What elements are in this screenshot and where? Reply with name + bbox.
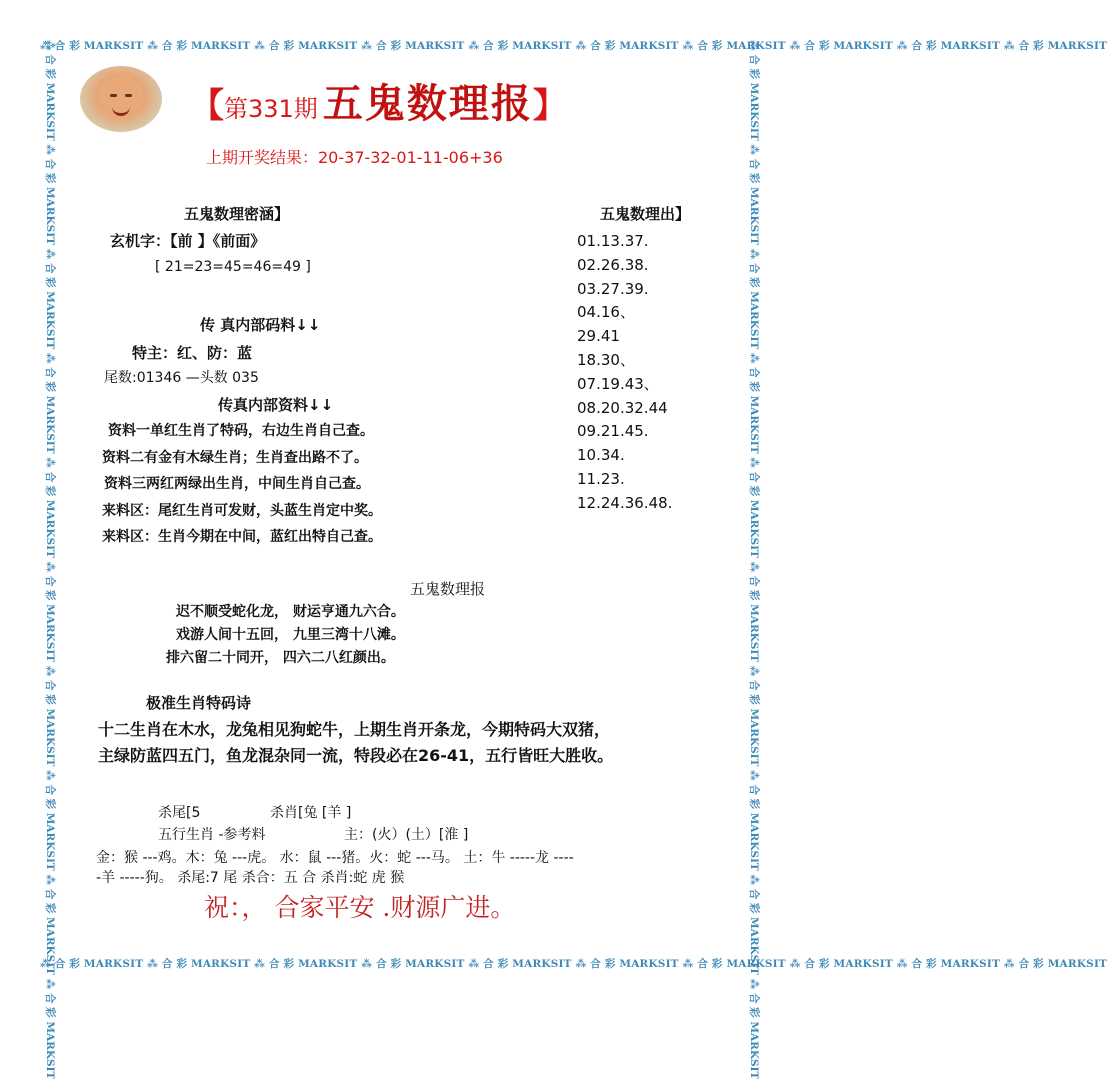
last-result: 上期开奖结果：20-37-32-01-11-06+36 [206,148,503,167]
tezhu-text: 特主：红、防：蓝 [132,344,253,362]
number-item: 29.41 [577,327,620,346]
number-item: 08.20.32.44 [577,398,668,417]
number-item: 12.24.36.48. [577,493,673,512]
wuxing-detail-2: -羊 -----狗。 杀尾:7 尾 杀合：五 合 杀肖:蛇 虎 猴 [96,870,405,886]
zodiac-line-2: 主绿防蓝四五门，鱼龙混杂同一流，特段必在26-41，五行皆旺大胜收。 [98,746,614,765]
number-item: 10.34. [577,446,625,465]
ziliao-2: 资料二有金有木绿生肖；生肖查出路不了。 [102,450,368,466]
number-item: 04.16、 [577,303,635,322]
shawei-text: 杀尾[5 [158,805,201,821]
issue-number: 第331期 [224,95,318,123]
blessing-text: 祝：， 合家平安 .财源广进。 [204,893,516,922]
ziliao-3: 资料三两红两绿出生肖，中间生肖自己查。 [104,476,370,492]
border-top: ⁂ 合 彩 MARKSIT ⁂ 合 彩 MARKSIT ⁂ 合 彩 MARKSIT ⁂ 合 彩 MARKSIT ⁂ 合 彩 MARKSIT ⁂ 合 彩 MARKSIT ⁂ 合 彩 MARKSIT ⁂ 合 彩 MARKSIT ⁂ 合 彩 MARKSIT ⁂ 合 彩 MARKSIT [40,40,1107,52]
fax-heading-2: 传真内部资料↓↓ [218,396,334,414]
number-item: 11.23. [577,469,625,488]
shaxiao-text: 杀肖[兔 [羊 ] [270,805,352,821]
poem-heading: 五鬼数理报 [410,580,486,598]
number-item: 01.13.37. [577,232,649,250]
lailiao-2: 来料区：生肖今期在中间，蓝红出特自己查。 [102,529,382,545]
wuxing-text: 五行生肖 -参考料 [158,827,266,843]
wuxing-detail-1: 金：猴 ---鸡。木：兔 ---虎。 水：鼠 ---猪。火：蛇 ---马。 土：牛 -----龙 ---- [96,850,574,866]
number-item: 09.21.45. [577,422,649,441]
page-title: 【第331期 五鬼数理报】 [190,80,567,127]
left-heading: 五鬼数理密涵】 [184,205,290,223]
ziliao-1: 资料一单红生肖了特码，右边生肖自己查。 [108,423,374,439]
number-item: 03.27.39. [577,279,649,298]
formula-text: [ 21=23=45=46=49 ] [155,259,311,275]
poem-line-1: 迟不顺受蛇化龙， 财运亨通九六合。 [176,604,405,620]
number-item: 02.26.38. [577,255,649,274]
fax-heading-1: 传 真内部码料↓↓ [200,316,321,334]
right-heading: 五鬼数理出】 [600,205,691,223]
number-item: 07.19.43、 [577,374,659,393]
title-text: 五鬼数理报 [322,80,533,127]
xuanji-text: 玄机字：【前 】《前面》 [110,232,266,250]
poem-line-2: 戏游人间十五回， 九里三湾十八滩。 [176,627,405,643]
zodiac-line-1: 十二生肖在木水，龙兔相见狗蛇牛，上期生肖开条龙，今期特码大双猪， [98,720,611,739]
border-left: ⁂ 合 彩 MARKSIT ⁂ 合 彩 MARKSIT ⁂ 合 彩 MARKSIT ⁂ 合 彩 MARKSIT ⁂ 合 彩 MARKSIT ⁂ 合 彩 MARKSIT ⁂ 合 彩 MARKSIT ⁂ 合 彩 MARKSIT ⁂ 合 彩 MARKSIT ⁂ 合 彩 MARKSIT [44,40,56,1079]
border-right: ⁂ 合 彩 MARKSIT ⁂ 合 彩 MARKSIT ⁂ 合 彩 MARKSIT ⁂ 合 彩 MARKSIT ⁂ 合 彩 MARKSIT ⁂ 合 彩 MARKSIT ⁂ 合 彩 MARKSIT ⁂ 合 彩 MARKSIT ⁂ 合 彩 MARKSIT ⁂ 合 彩 MARKSIT [748,40,760,1079]
number-list [577,230,672,516]
lailiao-1: 来料区：尾红生肖可发财，头蓝生肖定中奖。 [102,503,382,519]
number-item: 18.30、 [577,350,635,369]
border-bottom: ⁂ 合 彩 MARKSIT ⁂ 合 彩 MARKSIT ⁂ 合 彩 MARKSIT ⁂ 合 彩 MARKSIT ⁂ 合 彩 MARKSIT ⁂ 合 彩 MARKSIT ⁂ 合 彩 MARKSIT ⁂ 合 彩 MARKSIT ⁂ 合 彩 MARKSIT ⁂ 合 彩 MARKSIT [40,958,1107,970]
zodiac-heading: 极准生肖特码诗 [146,694,252,712]
weishu-text: 尾数:01346 —头数 035 [104,370,259,386]
avatar [80,66,162,132]
poem-line-3: 排六留二十同开， 四六二八红颜出。 [166,650,395,666]
zhu-text: 主：(火）(土）[淮 ] [344,827,469,843]
